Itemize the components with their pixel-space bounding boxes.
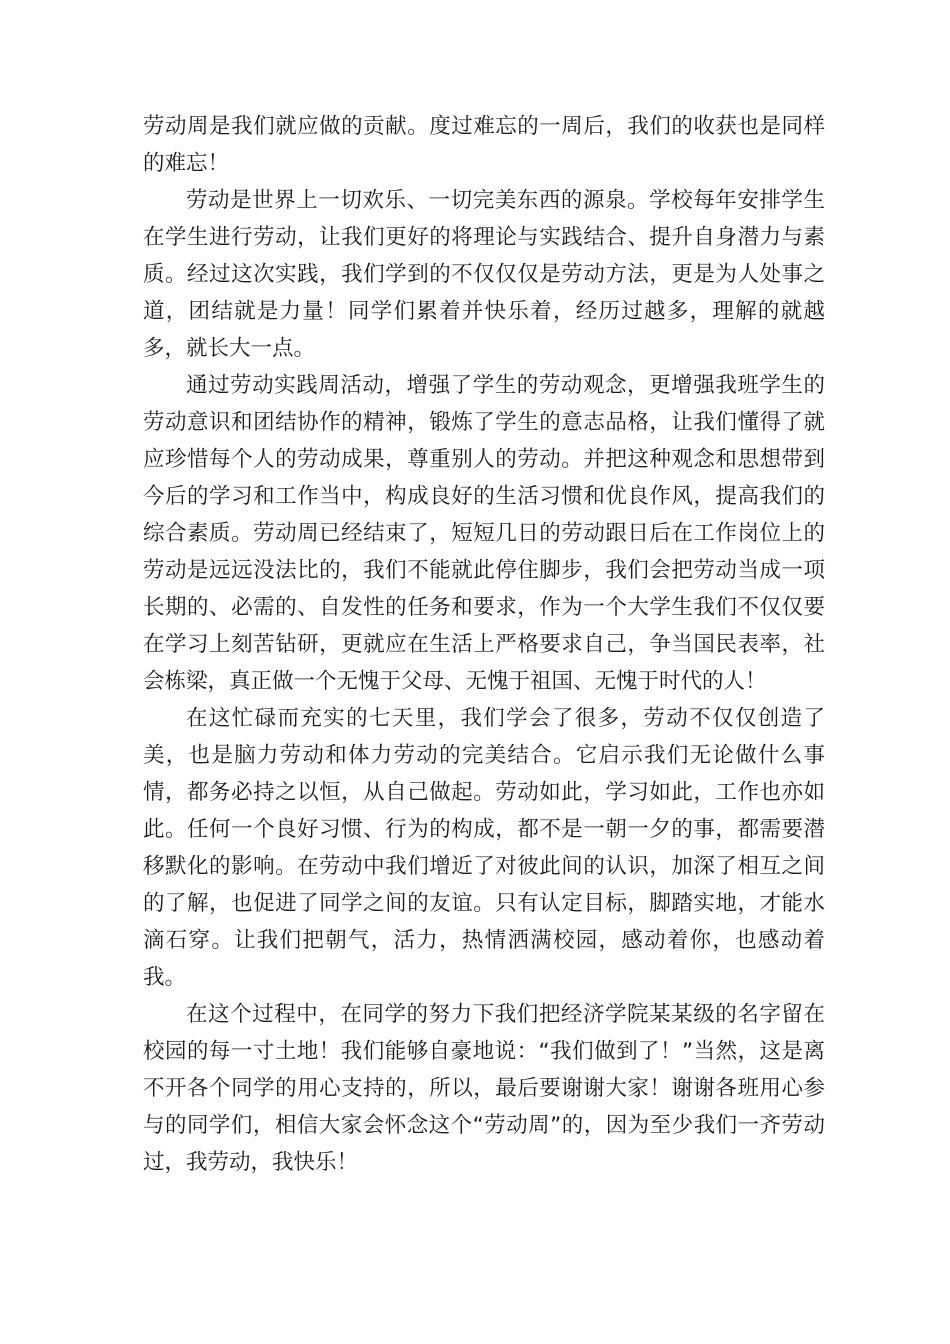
paragraph-conclusion: 在这个过程中，在同学的努力下我们把经济学院某某级的名字留在校园的每一寸土地！我们能够自豪地说：“我们做到了！”当然，这是离不开各个同学的用心支持的，所以，最后要谢谢大家！谢谢各班用心参与的同学们，相信大家会怀念这个“劳动周”的，因为至少我们一齐劳动过，我劳动，我快乐！ [143,1002,825,1175]
paragraph-practice-week: 通过劳动实践周活动，增强了学生的劳动观念，更增强我班学生的劳动意识和团结协作的精神，锻炼了学生的意志品格，让我们懂得了就应珍惜每个人的劳动成果，尊重别人的劳动。并把这种观念和思想带到今后的学习和工作当中，构成良好的生活习惯和优良作风，提高我们的综合素质。劳动周已经结束了，短短几日的劳动跟日后在工作岗位上的劳动是远远没法比的，我们不能就此停住脚步，我们会把劳动当成一项长期的、必需的、自发性的任务和要求，作为一个大学生我们不仅仅要在学习上刻苦钻研，更就应在生活上严格要求自己，争当国民表率，社会栋梁，真正做一个无愧于父母、无愧于祖国、无愧于时代的人！ [143,373,825,694]
paragraph-labor-source: 劳动是世界上一切欢乐、一切完美东西的源泉。学校每年安排学生在学生进行劳动，让我们更好的将理论与实践结合、提升自身潜力与素质。经过这次实践，我们学到的不仅仅仅是劳动方法，更是为人处事之道，团结就是力量！同学们累着并快乐着，经历过越多，理解的就越多，就长大一点。 [143,188,825,361]
body-text [143,108,825,1181]
paragraph-seven-days: 在这忙碌而充实的七天里，我们学会了很多，劳动不仅仅创造了美，也是脑力劳动和体力劳动的完美结合。它启示我们无论做什么事情，都务必持之以恒，从自己做起。劳动如此，学习如此，工作也亦如此。任何一个良好习惯、行为的构成，都不是一朝一夕的事，都需要潜移默化的影响。在劳动中我们增近了对彼此间的认识，加深了相互之间的了解，也促进了同学之间的友谊。只有认定目标，脚踏实地，才能水滴石穿。让我们把朝气，活力，热情洒满校园，感动着你，也感动着我。 [143,706,825,990]
paragraph-continued: 劳动周是我们就应做的贡献。度过难忘的一周后，我们的收获也是同样的难忘！ [143,114,825,176]
